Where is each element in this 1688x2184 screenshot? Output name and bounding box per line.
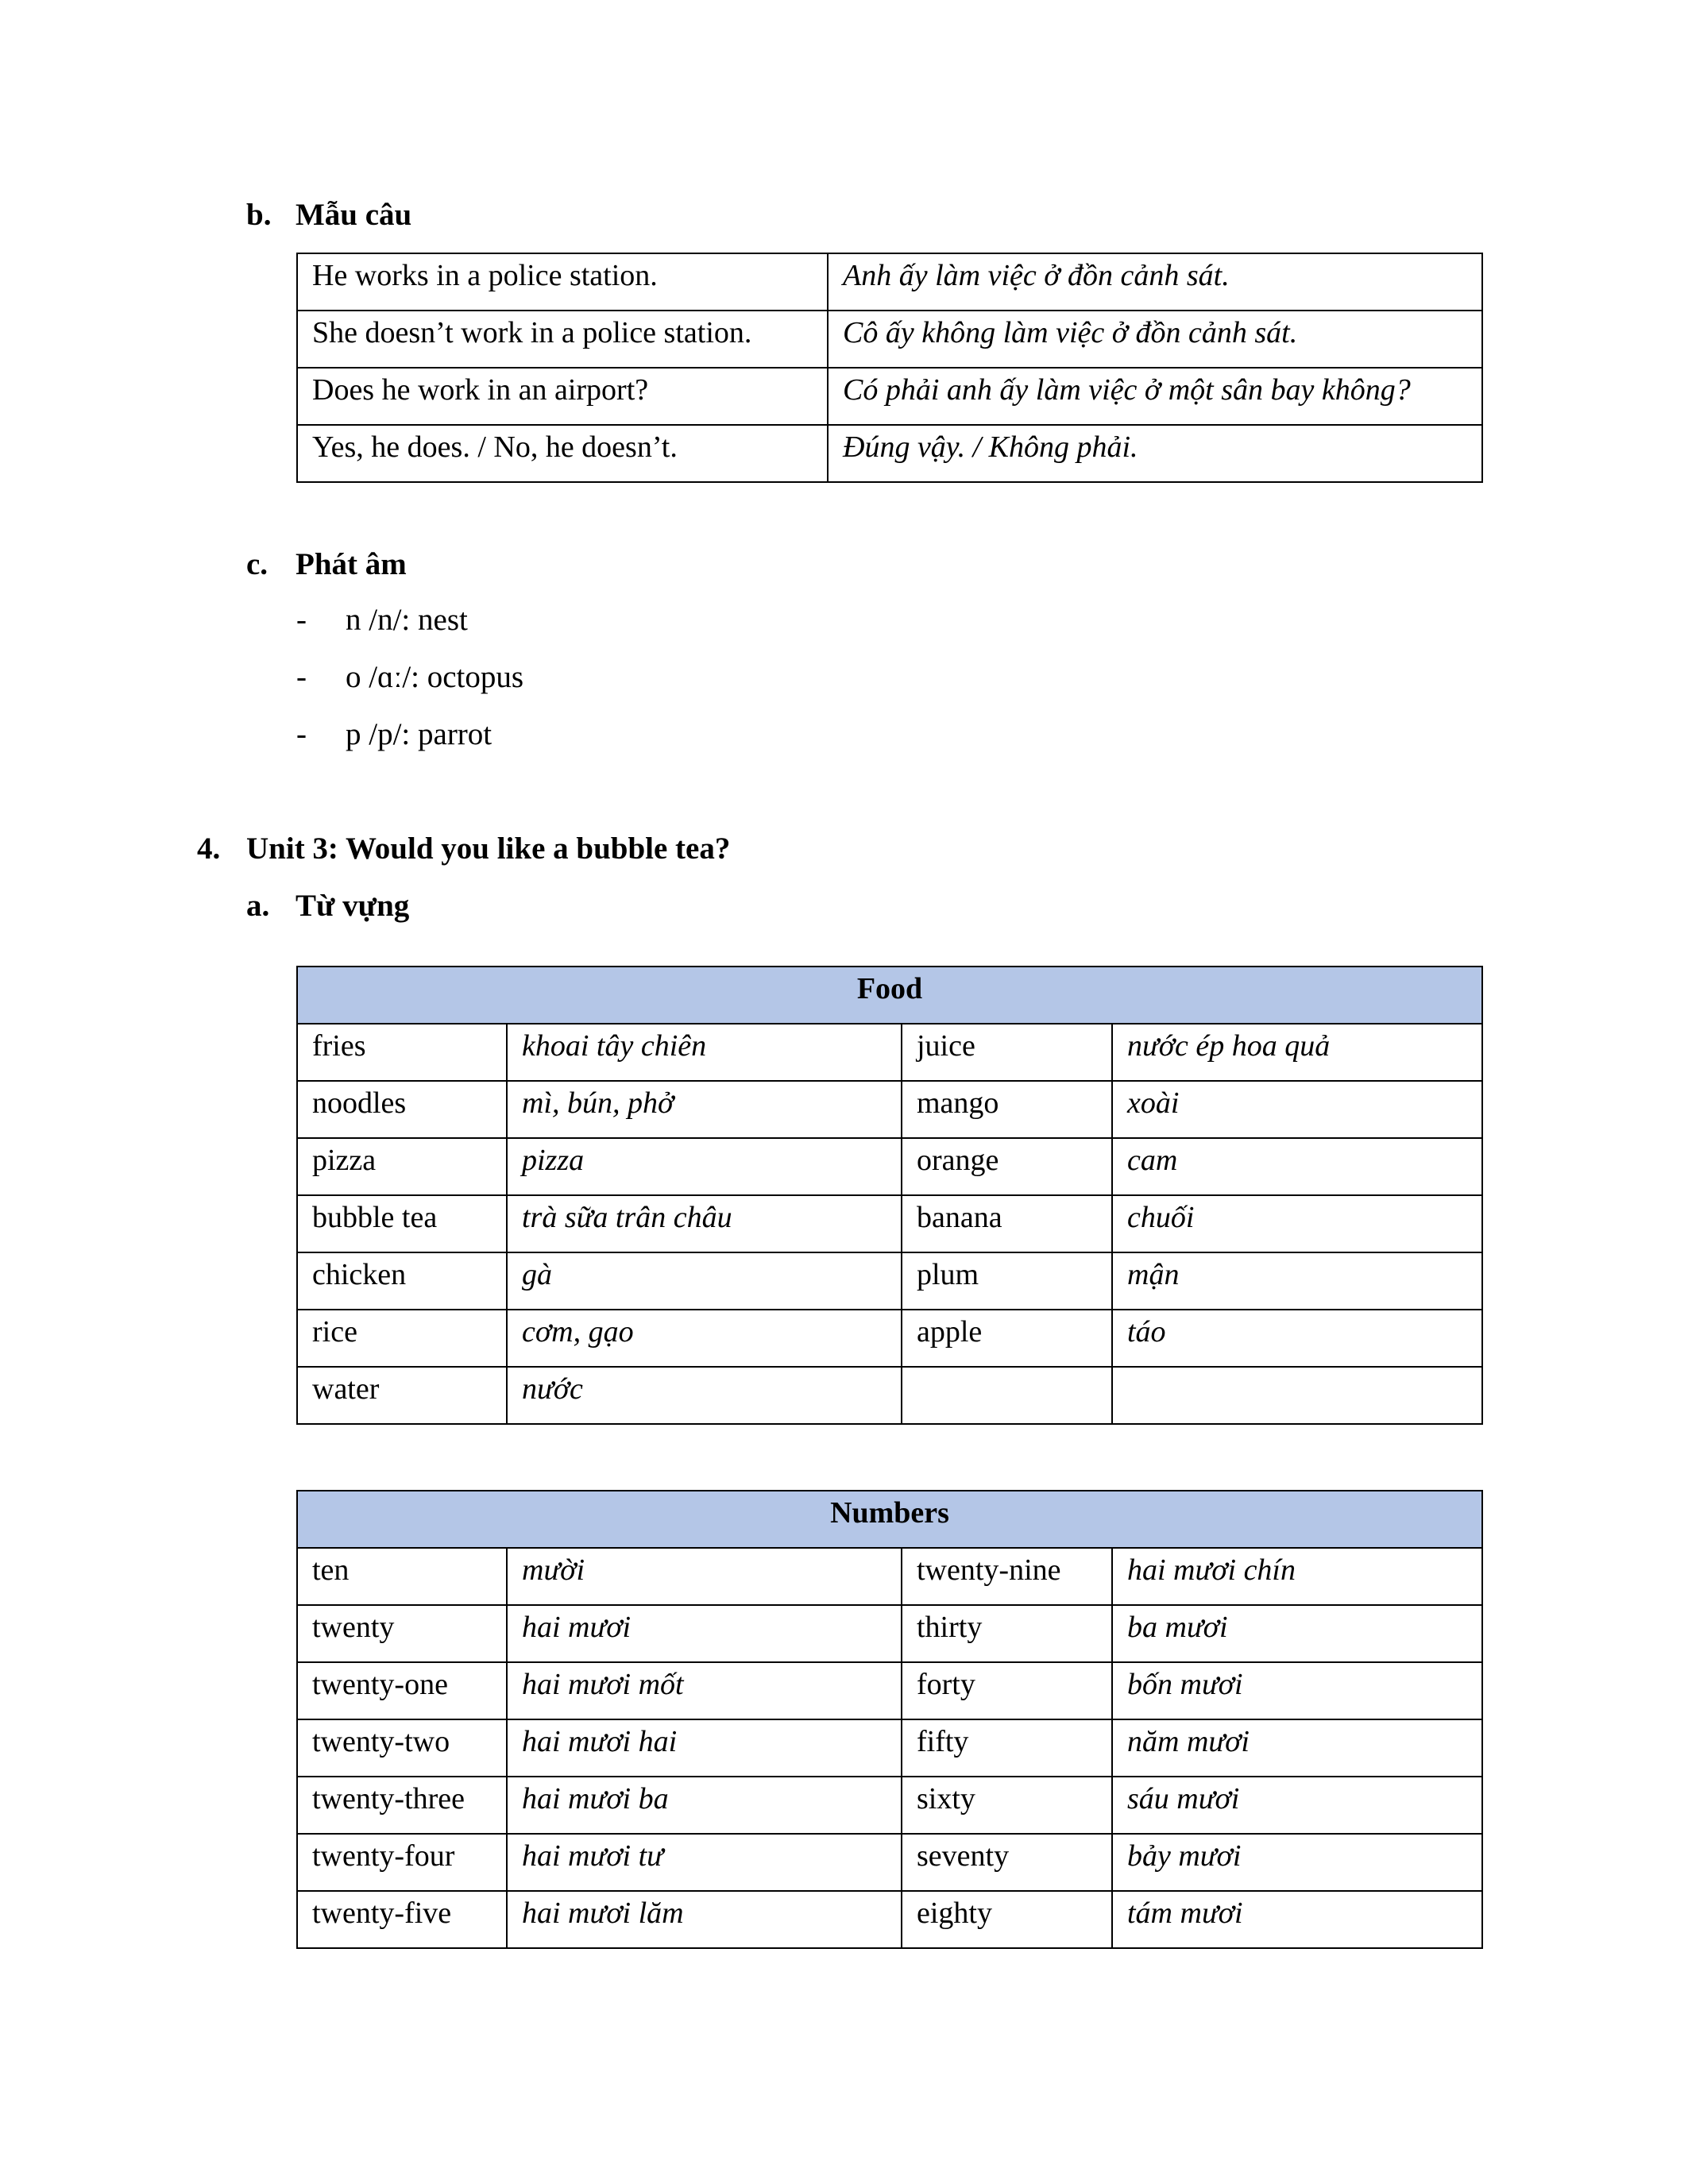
food-vocabulary-table: [296, 966, 1483, 1425]
table-header-row: [297, 1491, 1482, 1548]
table-row: [297, 1024, 1482, 1081]
vietnamese-word: nước ép hoa quả: [1112, 1024, 1482, 1081]
numbers-vocabulary-table: [296, 1490, 1483, 1949]
vietnamese-word: tám mươi: [1112, 1891, 1482, 1948]
table-row: [297, 425, 1482, 482]
pronunciation-item: [296, 716, 852, 753]
english-word: ten: [297, 1548, 507, 1605]
table-row: [297, 1719, 1482, 1777]
english-sentence: He works in a police station.: [297, 253, 828, 311]
english-word: juice: [902, 1024, 1112, 1081]
vietnamese-word: hai mươi ba: [507, 1777, 902, 1834]
vietnamese-word: gà: [507, 1252, 902, 1310]
section-marker: a.: [246, 889, 270, 923]
pronunciation-text: n /n/: nest: [346, 603, 468, 637]
pronunciation-item: [296, 659, 852, 696]
table-row: [297, 1310, 1482, 1367]
unit-number: 4.: [197, 832, 221, 866]
english-sentence: Does he work in an airport?: [297, 368, 828, 425]
bullet-dash: -: [296, 603, 307, 637]
vietnamese-translation: Đúng vậy. / Không phải.: [828, 425, 1482, 482]
english-word: sixty: [902, 1777, 1112, 1834]
section-title: Mẫu câu: [295, 198, 412, 232]
english-word: twenty-five: [297, 1891, 507, 1948]
english-word: banana: [902, 1195, 1112, 1252]
english-word: noodles: [297, 1081, 507, 1138]
unit-title: Unit 3: Would you like a bubble tea?: [246, 832, 731, 866]
table-row: [297, 368, 1482, 425]
section-heading-phat-am: [246, 546, 564, 583]
table-row: [297, 1367, 1482, 1424]
section-heading-mau-cau: [246, 197, 564, 233]
vietnamese-word: sáu mươi: [1112, 1777, 1482, 1834]
vietnamese-word: hai mươi chín: [1112, 1548, 1482, 1605]
vietnamese-word: mì, bún, phở: [507, 1081, 902, 1138]
table-row: [297, 253, 1482, 311]
vietnamese-word: bảy mươi: [1112, 1834, 1482, 1891]
english-word: [902, 1367, 1112, 1424]
english-word: apple: [902, 1310, 1112, 1367]
table-row: [297, 1891, 1482, 1948]
vietnamese-word: trà sữa trân châu: [507, 1195, 902, 1252]
vietnamese-word: ba mươi: [1112, 1605, 1482, 1662]
section-title: Từ vựng: [295, 889, 410, 923]
english-word: chicken: [297, 1252, 507, 1310]
pronunciation-text: o /ɑː/: octopus: [346, 660, 524, 694]
vietnamese-word: pizza: [507, 1138, 902, 1195]
vietnamese-word: xoài: [1112, 1081, 1482, 1138]
vietnamese-word: nước: [507, 1367, 902, 1424]
vietnamese-word: táo: [1112, 1310, 1482, 1367]
english-word: pizza: [297, 1138, 507, 1195]
english-word: water: [297, 1367, 507, 1424]
vietnamese-word: bốn mươi: [1112, 1662, 1482, 1719]
vietnamese-word: hai mươi tư: [507, 1834, 902, 1891]
table-row: [297, 1195, 1482, 1252]
vietnamese-word: mận: [1112, 1252, 1482, 1310]
english-word: twenty-three: [297, 1777, 507, 1834]
unit-heading: [197, 831, 1150, 867]
table-header-row: [297, 967, 1482, 1024]
english-word: forty: [902, 1662, 1112, 1719]
pronunciation-item: [296, 602, 852, 639]
table-row: [297, 1252, 1482, 1310]
vietnamese-word: năm mươi: [1112, 1719, 1482, 1777]
english-word: twenty: [297, 1605, 507, 1662]
vietnamese-word: hai mươi lăm: [507, 1891, 902, 1948]
section-marker: b.: [246, 198, 272, 232]
vietnamese-translation: Cô ấy không làm việc ở đồn cảnh sát.: [828, 311, 1482, 368]
vietnamese-word: cam: [1112, 1138, 1482, 1195]
bullet-dash: -: [296, 717, 307, 751]
english-word: twenty-nine: [902, 1548, 1112, 1605]
vietnamese-word: cơm, gạo: [507, 1310, 902, 1367]
english-word: twenty-four: [297, 1834, 507, 1891]
english-sentence: She doesn’t work in a police station.: [297, 311, 828, 368]
vietnamese-word: hai mươi hai: [507, 1719, 902, 1777]
english-word: plum: [902, 1252, 1112, 1310]
pronunciation-text: p /p/: parrot: [346, 717, 492, 751]
english-word: eighty: [902, 1891, 1112, 1948]
vietnamese-word: hai mươi: [507, 1605, 902, 1662]
table-row: [297, 311, 1482, 368]
english-word: thirty: [902, 1605, 1112, 1662]
vietnamese-word: chuối: [1112, 1195, 1482, 1252]
english-sentence: Yes, he does. / No, he doesn’t.: [297, 425, 828, 482]
bullet-dash: -: [296, 660, 307, 694]
vietnamese-word: [1112, 1367, 1482, 1424]
table-row: [297, 1662, 1482, 1719]
table-row: [297, 1138, 1482, 1195]
english-word: fries: [297, 1024, 507, 1081]
vietnamese-word: khoai tây chiên: [507, 1024, 902, 1081]
english-word: rice: [297, 1310, 507, 1367]
table-row: [297, 1834, 1482, 1891]
section-heading-tu-vung: [246, 888, 564, 924]
english-word: orange: [902, 1138, 1112, 1195]
sentence-pattern-table: [296, 253, 1483, 483]
table-header: Food: [297, 967, 1482, 1024]
vietnamese-word: mười: [507, 1548, 902, 1605]
english-word: mango: [902, 1081, 1112, 1138]
table-row: [297, 1548, 1482, 1605]
vietnamese-word: hai mươi mốt: [507, 1662, 902, 1719]
english-word: twenty-one: [297, 1662, 507, 1719]
table-row: [297, 1777, 1482, 1834]
english-word: fifty: [902, 1719, 1112, 1777]
vietnamese-translation: Có phải anh ấy làm việc ở một sân bay không?: [828, 368, 1482, 425]
vietnamese-translation: Anh ấy làm việc ở đồn cảnh sát.: [828, 253, 1482, 311]
english-word: seventy: [902, 1834, 1112, 1891]
table-row: [297, 1605, 1482, 1662]
english-word: bubble tea: [297, 1195, 507, 1252]
section-title: Phát âm: [295, 547, 407, 581]
section-marker: c.: [246, 547, 268, 581]
table-row: [297, 1081, 1482, 1138]
english-word: twenty-two: [297, 1719, 507, 1777]
table-header: Numbers: [297, 1491, 1482, 1548]
